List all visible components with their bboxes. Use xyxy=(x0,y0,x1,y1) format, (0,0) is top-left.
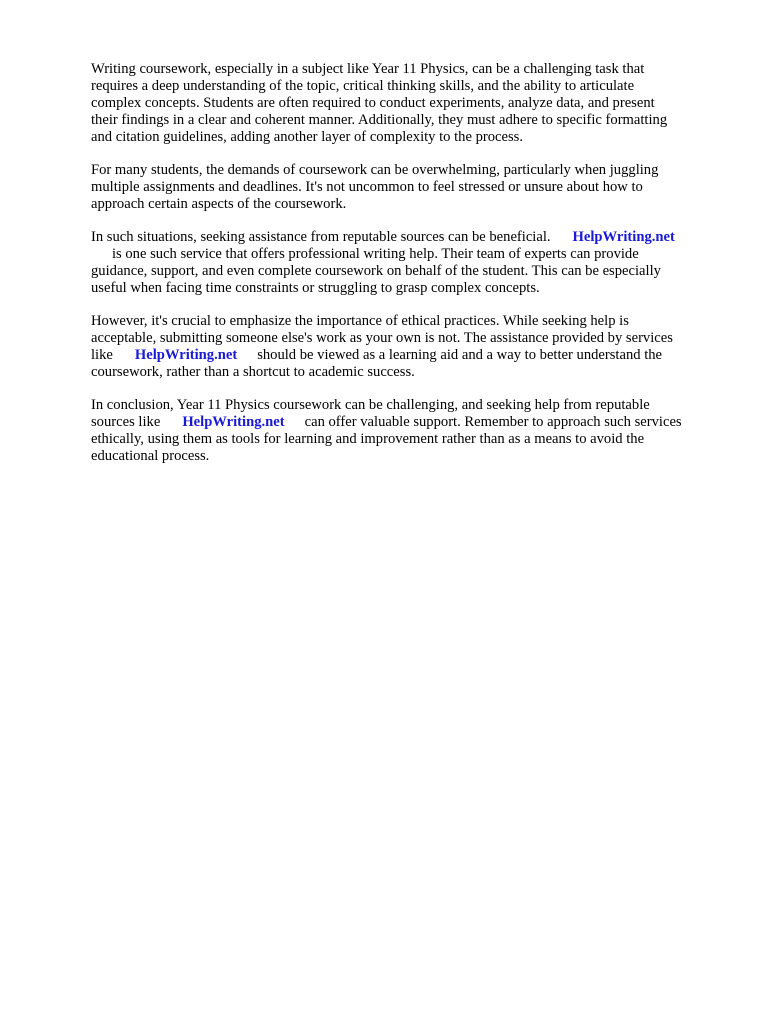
document-body xyxy=(91,61,731,481)
text-line: In conclusion, Year 11 Physics coursework can be challenging, and seeking help from reputable xyxy=(91,397,650,413)
paragraph-4 xyxy=(91,313,731,381)
text-line: their findings in a clear and coherent manner. Additionally, they must adhere to specific formatting xyxy=(91,112,668,128)
paragraph-2 xyxy=(91,162,731,213)
text-segment: should be viewed as a learning aid and a way to better understand the xyxy=(257,347,663,363)
text-line: ethically, using them as tools for learning and improvement rather than as a means to avoid the xyxy=(91,431,645,447)
text-segment: sources like xyxy=(91,414,161,430)
text-line: multiple assignments and deadlines. It's not uncommon to feel stressed or unsure about how to xyxy=(91,179,643,195)
helpwriting-link[interactable]: HelpWriting.net xyxy=(572,229,675,245)
text-line: and citation guidelines, adding another layer of complexity to the process. xyxy=(91,129,524,145)
text-segment: can offer valuable support. Remember to approach such services xyxy=(304,414,682,430)
text-line xyxy=(91,414,731,431)
text-line: coursework, rather than a shortcut to academic success. xyxy=(91,364,415,380)
text-line: For many students, the demands of coursework can be overwhelming, particularly when juggling xyxy=(91,162,659,178)
text-line xyxy=(91,246,731,263)
text-segment: is one such service that offers professional writing help. Their team of experts can provide xyxy=(112,246,639,262)
text-line: guidance, support, and even complete coursework on behalf of the student. This can be especially xyxy=(91,263,661,279)
text-segment: In such situations, seeking assistance from reputable sources can be beneficial. xyxy=(91,229,551,245)
helpwriting-link[interactable]: HelpWriting.net xyxy=(134,347,238,363)
text-line: complex concepts. Students are often required to conduct experiments, analyze data, and present xyxy=(91,95,655,111)
text-line: acceptable, submitting someone else's work as your own is not. The assistance provided by services xyxy=(91,330,673,346)
text-line: approach certain aspects of the coursework. xyxy=(91,196,347,212)
helpwriting-link[interactable]: HelpWriting.net xyxy=(182,414,285,430)
text-line: educational process. xyxy=(91,448,210,464)
text-line: However, it's crucial to emphasize the importance of ethical practices. While seeking help is xyxy=(91,313,629,329)
text-line: useful when facing time constraints or struggling to grasp complex concepts. xyxy=(91,280,540,296)
text-segment: like xyxy=(91,347,113,363)
text-line: requires a deep understanding of the topic, critical thinking skills, and the ability to articulate xyxy=(91,78,635,94)
paragraph-3 xyxy=(91,229,731,297)
text-line xyxy=(91,347,731,364)
text-line xyxy=(91,229,731,246)
paragraph-5 xyxy=(91,397,731,465)
paragraph-1 xyxy=(91,61,731,146)
text-line: Writing coursework, especially in a subject like Year 11 Physics, can be a challenging task that xyxy=(91,61,645,77)
